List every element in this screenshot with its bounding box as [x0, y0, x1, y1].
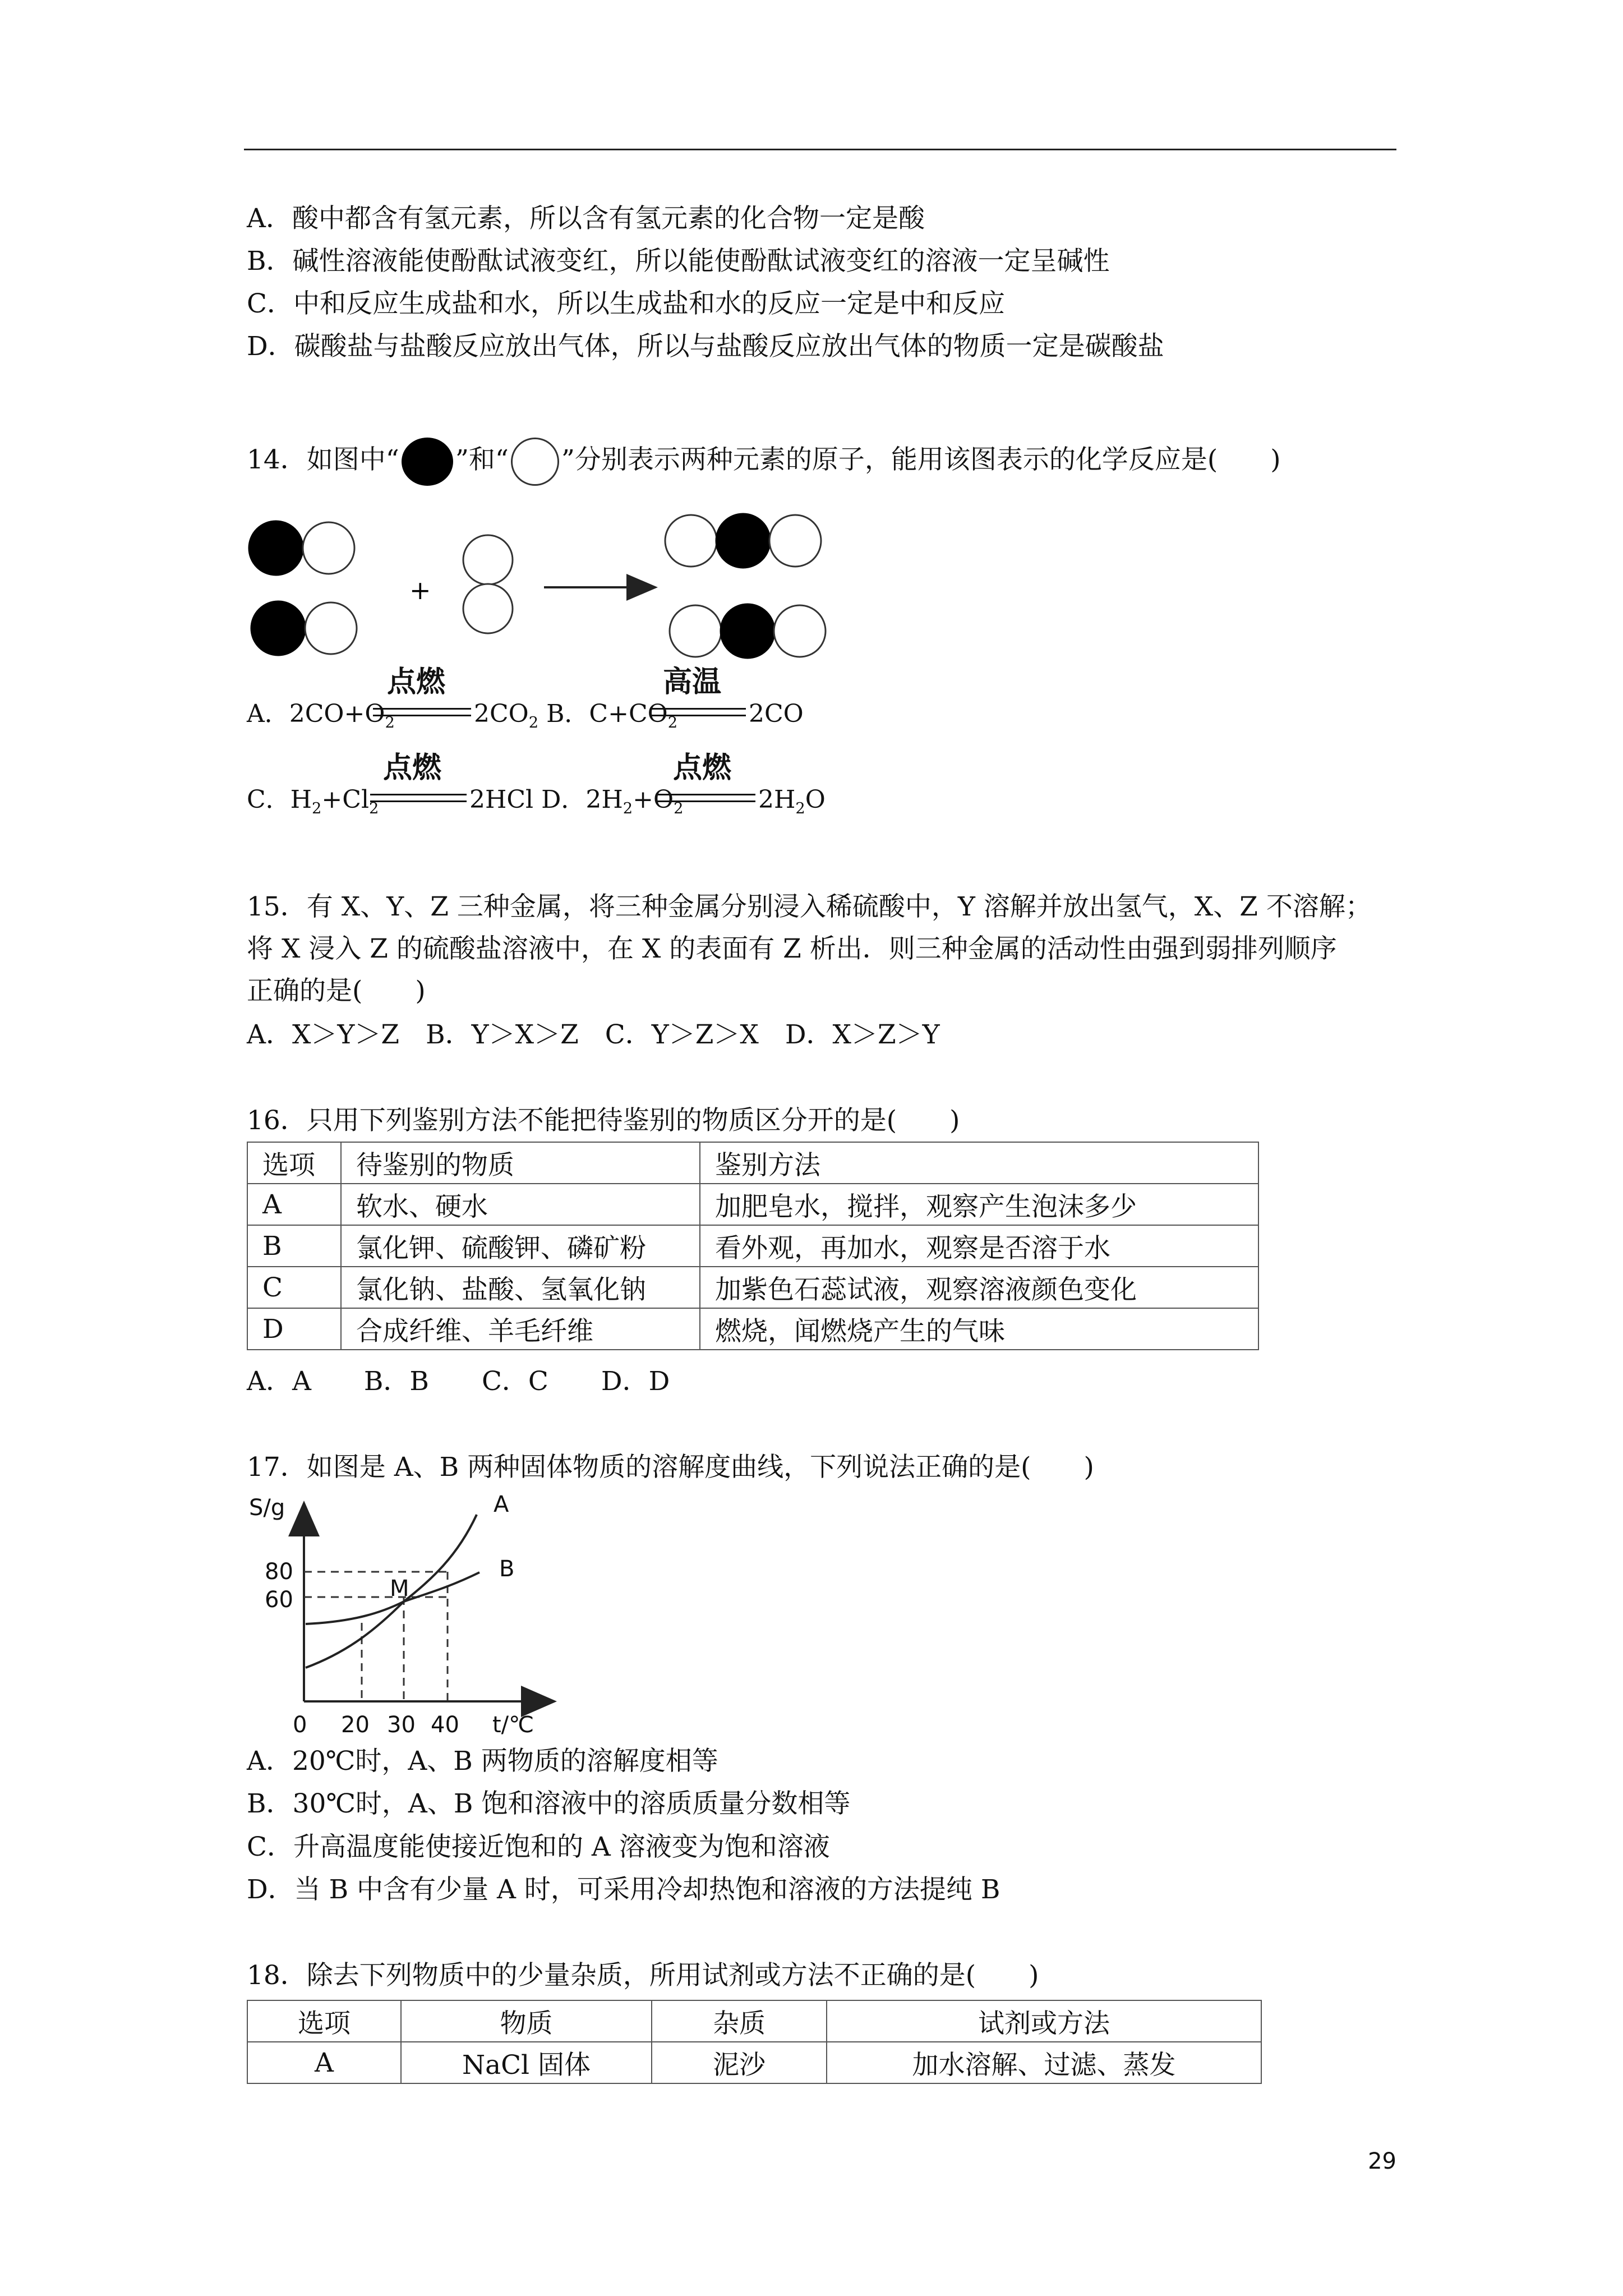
solubility-graph — [247, 1489, 572, 1742]
q14-option-a-reactants: A．$2CO+O_2$ — [247, 700, 395, 731]
q14-option-d-products: $2H_2O$ — [758, 785, 826, 817]
curve-b-label: B — [499, 1556, 515, 1582]
table-cell: 看外观，再加水，观察是否溶于水 — [700, 1225, 1258, 1267]
reactant-molecule-1 — [249, 521, 354, 575]
table-cell: NaCl 固体 — [401, 2042, 652, 2083]
q13-option-a: A．酸中都含有氢元素，所以含有氢元素的化合物一定是酸 — [247, 203, 925, 234]
table-cell: A — [247, 2042, 401, 2083]
table-cell: 加水溶解、过滤、蒸发 — [827, 2042, 1261, 2083]
black-atom-icon — [402, 438, 453, 486]
reaction-diagram — [247, 505, 852, 668]
q14-option-d-reactants: D．$2H_2+O_2$ — [533, 785, 684, 817]
table-header-cell: 物质 — [401, 2000, 652, 2042]
table-header-cell: 杂质 — [652, 2000, 827, 2042]
table-cell: 加肥皂水，搅拌，观察产生泡沫多少 — [700, 1184, 1258, 1225]
q14-option-d-equals — [657, 794, 755, 802]
curve-a-label: A — [494, 1492, 509, 1517]
q17-option-d: D．当 B 中含有少量 A 时，可采用冷却热饱和溶液的方法提纯 B — [247, 1874, 1000, 1905]
table-row — [247, 1308, 1258, 1350]
point-m-label: M — [390, 1576, 409, 1602]
q14-stem-part3: ”分别表示两种元素的原子，能用该图表示的化学反应是( ) — [561, 444, 1281, 475]
q14-option-b-reactants: B．$C+CO_2$ — [538, 700, 678, 731]
q16-stem: 16．只用下列鉴别方法不能把待鉴别的物质区分开的是( ) — [247, 1105, 960, 1136]
q14-option-b-equals — [651, 708, 746, 716]
q14-stem — [247, 438, 1281, 486]
table-row — [247, 1225, 1258, 1267]
q15-stem-line-1: 15．有 X、Y、Z 三种金属，将三种金属分别浸入稀硫酸中，Y 溶解并放出氢气，X、Z 不溶解； — [247, 891, 1372, 922]
table-header-cell: 试剂或方法 — [827, 2000, 1261, 2042]
q17-option-b: B．30℃时，A、B 饱和溶液中的溶质质量分数相等 — [247, 1788, 851, 1819]
table-row — [247, 1267, 1258, 1308]
q13-option-c: C．中和反应生成盐和水，所以生成盐和水的反应一定是中和反应 — [247, 288, 1005, 319]
x-tick-label: 40 — [431, 1712, 459, 1738]
table-header-row — [247, 1142, 1258, 1184]
q14-stem-part2: ”和“ — [455, 444, 509, 475]
q14-option-a-products: $2CO_2$ B．$C+CO_2$ — [474, 700, 678, 731]
q16-table — [247, 1142, 1259, 1350]
page-number: 29 — [1368, 2148, 1396, 2174]
guide-lines — [304, 1572, 448, 1701]
plus-sign: + — [409, 575, 431, 605]
reactant-molecule-2 — [251, 601, 357, 655]
table-cell: 合成纤维、羊毛纤维 — [341, 1308, 700, 1350]
table-cell: 软水、硬水 — [341, 1184, 700, 1225]
x-tick-label: 0 — [293, 1712, 307, 1738]
table-cell: A — [247, 1184, 341, 1225]
table-row — [247, 1184, 1258, 1225]
table-header-cell: 鉴别方法 — [700, 1142, 1258, 1184]
q18-stem: 18．除去下列物质中的少量杂质，所用试剂或方法不正确的是( ) — [247, 1960, 1039, 1991]
q14-option-c-reactants: C．$H_2+Cl_2$ — [247, 785, 379, 817]
y-tick-label: 60 — [265, 1587, 293, 1613]
q17-stem: 17．如图是 A、B 两种固体物质的溶解度曲线，下列说法正确的是( ) — [247, 1452, 1094, 1483]
white-atom-icon — [511, 438, 559, 486]
q13-option-d: D．碳酸盐与盐酸反应放出气体，所以与盐酸反应放出气体的物质一定是碳酸盐 — [247, 331, 1164, 362]
table-cell: 泥沙 — [652, 2042, 827, 2083]
table-cell: B — [247, 1225, 341, 1267]
table-header-row — [247, 2000, 1261, 2042]
table-cell: 燃烧，闻燃烧产生的气味 — [700, 1308, 1258, 1350]
q14-option-d-condition: 点燃 — [673, 751, 732, 785]
q17-option-c: C．升高温度能使接近饱和的 A 溶液变为饱和溶液 — [247, 1832, 830, 1862]
q17-option-a: A．20℃时，A、B 两物质的溶解度相等 — [247, 1746, 718, 1777]
table-cell: D — [247, 1308, 341, 1350]
q15-stem-line-3: 正确的是( ) — [247, 976, 426, 1006]
product-molecule-1 — [665, 514, 821, 568]
q14-option-a-condition: 点燃 — [387, 665, 446, 699]
q15-options: A．X＞Y＞Z B．Y＞X＞Z C．Y＞Z＞X D．X＞Z＞Y — [247, 1019, 940, 1050]
q14-option-a-equals — [373, 708, 471, 716]
q14-option-c-equals — [370, 794, 467, 802]
q16-options: A．A B．B C．C D．D — [247, 1366, 670, 1397]
q15-stem-line-2: 将 X 浸入 Z 的硫酸盐溶液中，在 X 的表面有 Z 析出．则三种金属的活动性由强到弱排列顺序 — [247, 933, 1337, 964]
table-header-cell: 选项 — [247, 1142, 341, 1184]
y-tick-label: 80 — [265, 1559, 293, 1585]
q14-option-b-condition: 高温 — [663, 665, 722, 699]
q14-option-c-condition: 点燃 — [383, 751, 442, 785]
table-row — [247, 2042, 1261, 2083]
header-rule — [244, 149, 1396, 150]
x-tick-label: 30 — [387, 1712, 416, 1738]
q14-option-c-products: 2HCl D．$2H_2+O_2$ — [469, 785, 684, 817]
x-axis-label: t/℃ — [492, 1712, 534, 1738]
table-cell: 氯化钠、盐酸、氢氧化钠 — [341, 1267, 700, 1308]
q14-option-b-products: 2CO — [749, 700, 804, 728]
table-cell: 氯化钾、硫酸钾、磷矿粉 — [341, 1225, 700, 1267]
y-axis-label: S/g — [249, 1495, 285, 1521]
product-molecule-2 — [670, 604, 826, 658]
reactant-molecule-3 — [463, 535, 513, 633]
q14-stem-part1: 14．如图中“ — [247, 444, 399, 475]
table-header-cell: 选项 — [247, 2000, 401, 2042]
x-tick-label: 20 — [341, 1712, 370, 1738]
table-cell: 加紫色石蕊试液，观察溶液颜色变化 — [700, 1267, 1258, 1308]
table-cell: C — [247, 1267, 341, 1308]
table-header-cell: 待鉴别的物质 — [341, 1142, 700, 1184]
q13-option-b: B．碱性溶液能使酚酞试液变红，所以能使酚酞试液变红的溶液一定呈碱性 — [247, 246, 1110, 277]
q18-table — [247, 2000, 1262, 2084]
